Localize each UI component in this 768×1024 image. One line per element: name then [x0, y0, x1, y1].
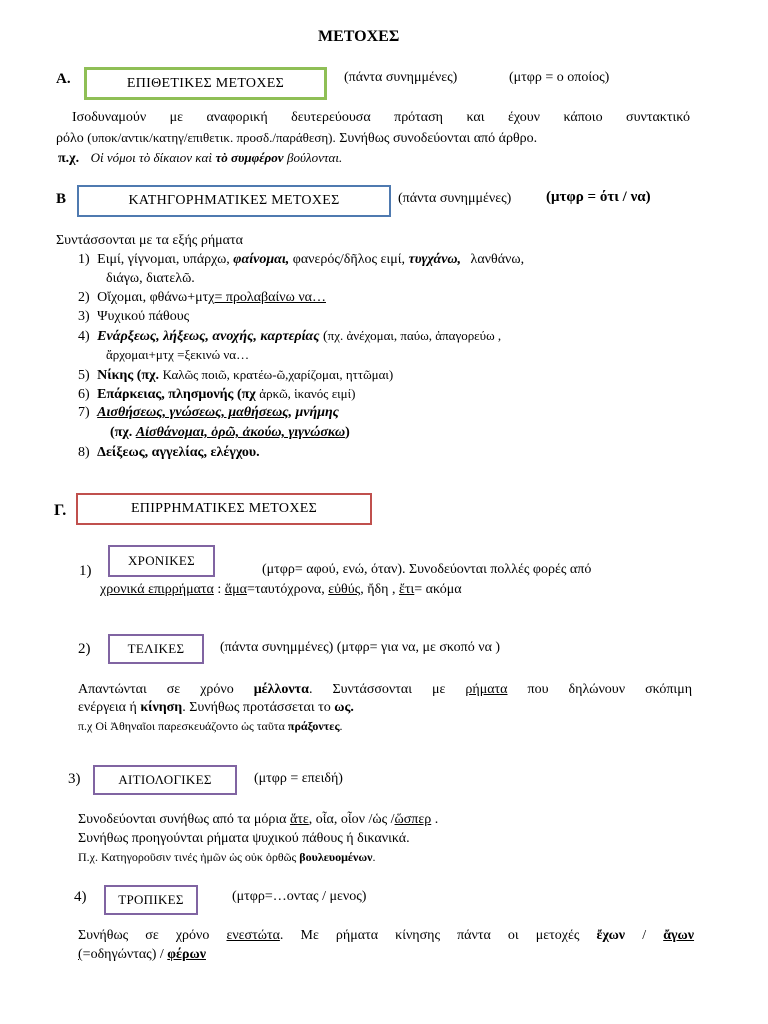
example-period: . [339, 719, 343, 733]
section-c-heading-box [76, 493, 372, 525]
subsection-1-line1: (μτφρ= αφού, ενώ, όταν). Συνοδεύονται πολλές φορές από [262, 562, 592, 577]
list-item-8-number: 8) [78, 445, 90, 460]
list-item-7 [78, 404, 339, 422]
particle-os: ως. [334, 700, 354, 715]
action-text: ενέργεια ή [78, 700, 137, 715]
section-a-letter: Α. [56, 71, 71, 87]
adverb-ama-meaning: =ταυτόχρονα, [246, 582, 325, 597]
period: . [434, 812, 439, 827]
example-participle: πράξοντες [287, 719, 340, 733]
example-text: π.χ Οἱ Ἀθηναῖοι παρεσκευάζοντο ὡς ταῦτα [78, 719, 285, 733]
list-item-1-text-c: φανερός/δῆλος ειμί, [292, 252, 405, 267]
tense-intro: Απαντώνται σε χρόνο [78, 682, 234, 697]
particle-osper: ὥσπερ [394, 812, 432, 827]
colon: : [217, 582, 222, 597]
list-item-6-text-a: Επάρκειας, πλησμονής (πχ [97, 387, 256, 402]
list-item-4 [78, 327, 501, 346]
subsection-4-box [104, 885, 198, 915]
participle-feron: φέρων [167, 947, 206, 962]
role-list: (υποκ/αντικ/κατηγ/επιθετικ. προσδ./παράθεση). [87, 130, 336, 145]
subsection-4-heading: ΤΡΟΠΙΚΕΣ [118, 892, 184, 907]
list-item-7-example-label: (πχ. [110, 425, 133, 440]
subsection-1-line2 [100, 581, 462, 599]
list-item-1-text-b: φαίνομαι, [233, 252, 290, 267]
list-item-4-text-c: πχ. ἀνέχομαι, παύω, ἀπαγορεύω , [327, 328, 502, 343]
section-c-letter: Γ. [54, 502, 67, 519]
example-participle: βουλευομένων [299, 850, 373, 864]
comma: , [360, 582, 364, 597]
adverb-ede: ἤδη , [367, 582, 396, 597]
section-a-note-attached: (πάντα συνημμένες) [344, 70, 458, 85]
section-a-example [58, 149, 342, 168]
adverb-euthys: εὐθύς [328, 582, 361, 597]
subsection-2-line1: (πάντα συνημμένες) (μτφρ= για να, με σκοπό να ) [220, 640, 501, 655]
open-paren: ( [78, 947, 83, 962]
particles-list: , οἷα, οἷον /ὡς / [308, 812, 395, 827]
list-item-7-example: Αἰσθάνομαι, ὁρῶ, ἀκούω, γιγνώσκω [135, 425, 346, 440]
list-item-7-close: ) [345, 425, 350, 440]
subsection-2-example [78, 719, 343, 734]
list-item-4-text-a: Ενάρξεως, λήξεως, ανοχής, καρτερίας [97, 329, 320, 344]
article-note: Συνήθως συνοδεύονται από άρθρο. [339, 131, 538, 146]
list-item-6 [78, 385, 355, 404]
list-item-3-text: Ψυχικού πάθους [97, 309, 190, 324]
section-a-heading: ΕΠΙΘΕΤΙΚΕΣ ΜΕΤΟΧΕΣ [126, 75, 285, 91]
list-item-1-text-a: Ειμί, γίγνομαι, υπάρχω, [97, 252, 230, 267]
section-b-note-translation: (μτφρ = ότι / να) [546, 189, 651, 205]
purpose-text: που δηλώνουν σκόπιμη [527, 682, 693, 697]
example-label: π.χ. [58, 151, 80, 166]
participle-exon: ἔχων [596, 928, 626, 943]
subsection-3-heading: ΑΙΤΙΟΛΟΓΙΚΕΣ [118, 772, 212, 787]
subsection-2-number: 2) [78, 641, 91, 657]
list-item-1-number: 1) [78, 252, 90, 267]
list-item-1 [78, 251, 524, 269]
list-item-4-number: 4) [78, 329, 90, 344]
adverb-eti: ἔτι [398, 582, 415, 597]
subsection-4-para-line1 [78, 927, 694, 945]
list-item-2-text-a: Οἴχομαι, φθάνω+μτχ [97, 290, 215, 305]
tense-intro: Συνήθως σε χρόνο [78, 928, 210, 943]
list-item-4-line2: ἄρχομαι+μτχ =ξεκινώ να… [106, 347, 250, 362]
participle-agon: ἄγων [663, 928, 695, 943]
particle-ate: ἅτε [289, 812, 309, 827]
subsection-3-number: 3) [68, 771, 81, 787]
subsection-2-heading: ΤΕΛΙΚΕΣ [127, 641, 185, 656]
list-item-4-paren: ( [322, 329, 328, 344]
list-item-5-number: 5) [78, 368, 90, 383]
subsection-4-number: 4) [74, 889, 87, 905]
list-item-7-text-b: , μνήμης [288, 405, 339, 420]
section-a-heading-box [84, 67, 327, 100]
list-item-2 [78, 289, 326, 307]
adverb-eti-meaning: = ακόμα [414, 582, 462, 597]
list-item-8-text: Δείξεως, αγγελίας, ελέγχου. [97, 445, 260, 460]
list-item-1-line2: διάγω, διατελῶ. [106, 271, 195, 286]
list-item-1-text-e: λανθάνω, [470, 252, 525, 267]
section-b-heading: ΚΑΤΗΓΟΡΗΜΑΤΙΚΕΣ ΜΕΤΟΧΕΣ [128, 193, 340, 208]
list-item-8 [78, 444, 260, 462]
list-item-3 [78, 308, 189, 326]
section-a-paragraph-line1: Ισοδυναμούν με αναφορική δευτερεύουσα πρόταση και έχουν κάποιο συντακτικό [72, 110, 690, 125]
motion-word: κίνηση [140, 700, 183, 715]
list-item-7-number: 7) [78, 405, 90, 420]
subsection-2-para-line1 [78, 681, 692, 699]
list-item-1-text-d: τυγχάνω, [408, 252, 462, 267]
example-text-participle: τὸ συμφέρον [215, 150, 284, 165]
list-item-6-number: 6) [78, 387, 90, 402]
subsection-3-para-line1 [78, 811, 438, 829]
leading-meaning: =οδηγώντας) / [82, 947, 164, 962]
subsection-4-line1: (μτφρ=…οντας / μενος) [232, 889, 367, 904]
list-item-5-text-a: Νίκης (πχ. [97, 368, 160, 383]
section-c-heading: ΕΠΙΡΡΗΜΑΤΙΚΕΣ ΜΕΤΟΧΕΣ [130, 501, 318, 516]
subsection-3-line1: (μτφρ = επειδή) [254, 771, 343, 786]
syntax-intro: . Συντάσσονται με [308, 682, 446, 697]
subsection-3-para-line2: Συνήθως προηγούνται ρήματα ψυχικού πάθους ή δικανικά. [78, 831, 410, 846]
list-item-2-number: 2) [78, 290, 90, 305]
list-item-6-text-b: ἀρκῶ, ἱκανός ειμί) [259, 386, 356, 401]
example-period: . [372, 850, 376, 864]
subsection-3-example [78, 850, 376, 865]
list-item-5 [78, 366, 393, 385]
subsection-1-box [108, 545, 215, 577]
list-item-3-number: 3) [78, 309, 90, 324]
verbs-word: ρήματα [465, 682, 508, 697]
list-item-7-line2 [110, 424, 350, 442]
section-b-heading-box [77, 185, 391, 217]
section-a-paragraph-line2 [56, 129, 537, 148]
precedence-text: . Συνήθως προτάσσεται το [182, 700, 331, 715]
role-word: ρόλο [56, 131, 84, 146]
example-text-start: Οἱ νόμοι τὸ δίκαιον καὶ [90, 150, 212, 165]
subsection-2-para-line2 [78, 699, 354, 717]
subsection-4-para-line2 [78, 946, 206, 964]
present-tense: ενεστώτα [226, 928, 280, 943]
section-b-intro: Συντάσσονται με τα εξής ρήματα [56, 233, 243, 248]
particles-intro: Συνοδεύονται συνήθως από τα μόρια [78, 812, 287, 827]
subsection-1-heading: ΧΡΟΝΙΚΕΣ [127, 553, 196, 568]
subsection-2-box [108, 634, 204, 664]
section-b-letter: Β [56, 191, 67, 207]
example-text: Π.χ. Κατηγοροῦσιν τινές ἡμῶν ὡς οὐκ ὀρθῶς [78, 850, 297, 864]
adverb-ama: ἅμα [224, 582, 247, 597]
subsection-3-box [93, 765, 237, 795]
section-b-note-attached: (πάντα συνημμένες) [398, 191, 512, 206]
list-item-7-text-a: Αισθήσεως, γνώσεως, μαθήσεως [97, 405, 289, 420]
example-text-end: βούλονται. [287, 150, 343, 165]
page-title: ΜΕΤΟΧΕΣ [318, 28, 400, 45]
subsection-1-number: 1) [79, 563, 92, 579]
slash: / [642, 928, 647, 943]
temporal-adverbs-label: χρονικά επιρρήματα [100, 582, 214, 597]
section-a-note-translation: (μτφρ = ο οποίος) [509, 70, 610, 85]
list-item-5-text-b: Καλῶς ποιῶ, κρατέω-ῶ,χαρίζομαι, ηττῶμαι) [162, 367, 394, 382]
list-item-2-text-b: = προλαβαίνω να… [214, 290, 326, 305]
future-tense: μέλλοντα [253, 682, 309, 697]
motion-verbs-text: . Με ρήματα κίνησης πάντα οι μετοχές [279, 928, 580, 943]
